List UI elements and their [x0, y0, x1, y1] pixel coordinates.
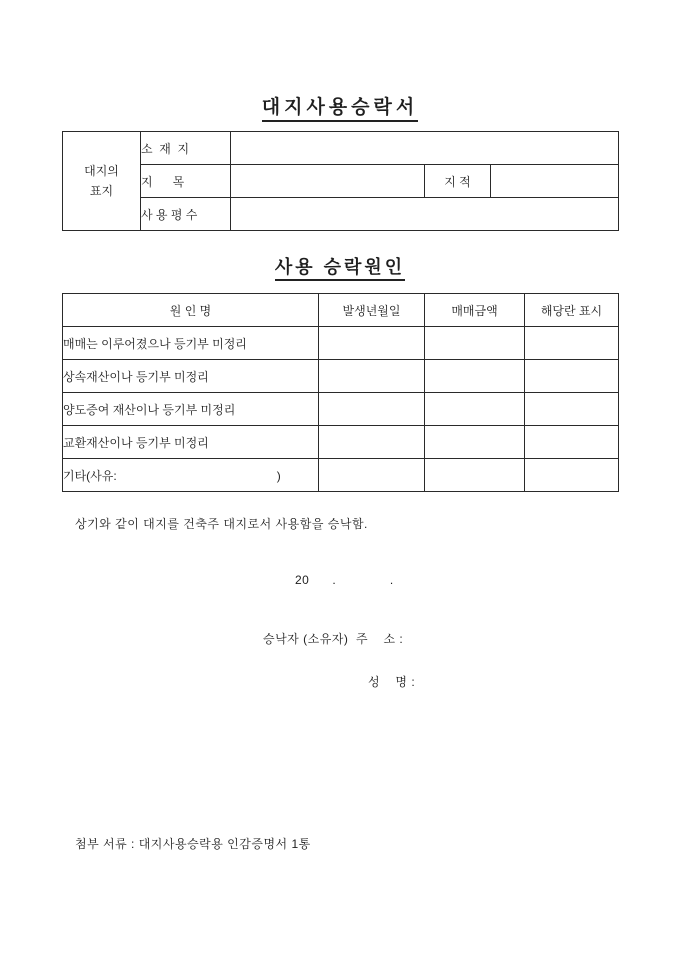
area-value-cell [491, 165, 619, 198]
cause-mark-cell [525, 327, 619, 360]
location-label-cell: 소 재 지 [141, 132, 231, 165]
consent-cause-table [62, 293, 619, 492]
usage-value-cell [231, 198, 619, 231]
document-title [0, 92, 680, 119]
cause-amount-cell [425, 459, 525, 492]
header-sale-amount: 매매금액 [425, 294, 525, 327]
cause-date-cell [319, 426, 425, 459]
area-label-cell: 지 적 [425, 165, 491, 198]
category-value-cell [231, 165, 425, 198]
location-value-cell [231, 132, 619, 165]
signer-address-line: 승낙자 (소유자) 주 소 : [263, 632, 404, 646]
signer-name-line: 성 명 : [368, 675, 416, 689]
cause-label-cell: 교환재산이나 등기부 미정리 [63, 426, 319, 459]
cause-row-exchange [63, 426, 619, 459]
cause-amount-cell [425, 327, 525, 360]
cause-date-cell [319, 393, 425, 426]
cause-amount-cell [425, 393, 525, 426]
cause-label-cell: 양도증여 재산이나 등기부 미정리 [63, 393, 319, 426]
land-row-location [63, 132, 619, 165]
cause-date-cell [319, 360, 425, 393]
cause-label-cell: 상속재산이나 등기부 미정리 [63, 360, 319, 393]
usage-label-cell: 사 용 평 수 [141, 198, 231, 231]
header-applicable-mark: 해당란 표시 [525, 294, 619, 327]
consent-header-row [63, 294, 619, 327]
cause-row-other [63, 459, 619, 492]
document-title-text: 대지사용승락서 [262, 97, 418, 122]
cause-label-cell: 기타(사유: ) [63, 459, 319, 492]
section-title-text: 사용 승락원인 [275, 257, 405, 281]
category-label-cell: 지 목 [141, 165, 231, 198]
cause-mark-cell [525, 393, 619, 426]
cause-mark-cell [525, 426, 619, 459]
cause-amount-cell [425, 426, 525, 459]
header-cause-name: 원 인 명 [63, 294, 319, 327]
cause-label-cell: 매매는 이루어졌으나 등기부 미정리 [63, 327, 319, 360]
cause-row-inheritance [63, 360, 619, 393]
land-info-table [62, 131, 619, 231]
cause-amount-cell [425, 360, 525, 393]
cause-row-sale-unregistered [63, 327, 619, 360]
cause-date-cell [319, 459, 425, 492]
land-row-usage [63, 198, 619, 231]
consent-statement: 상기와 같이 대지를 건축주 대지로서 사용함을 승낙함. [75, 517, 368, 531]
land-row-category [63, 165, 619, 198]
cause-date-cell [319, 327, 425, 360]
cause-mark-cell [525, 360, 619, 393]
land-group-label-cell [63, 132, 141, 231]
cause-mark-cell [525, 459, 619, 492]
attachment-note: 첨부 서류 : 대지사용승락용 인감증명서 1통 [75, 837, 311, 851]
land-group-label-line2: 표지 [89, 184, 114, 198]
date-line: 20 . . [295, 573, 394, 587]
land-group-label-line1: 대지의 [84, 163, 119, 178]
header-occurrence-date: 발생년월일 [319, 294, 425, 327]
section-title [0, 253, 680, 279]
cause-row-gift-transfer [63, 393, 619, 426]
